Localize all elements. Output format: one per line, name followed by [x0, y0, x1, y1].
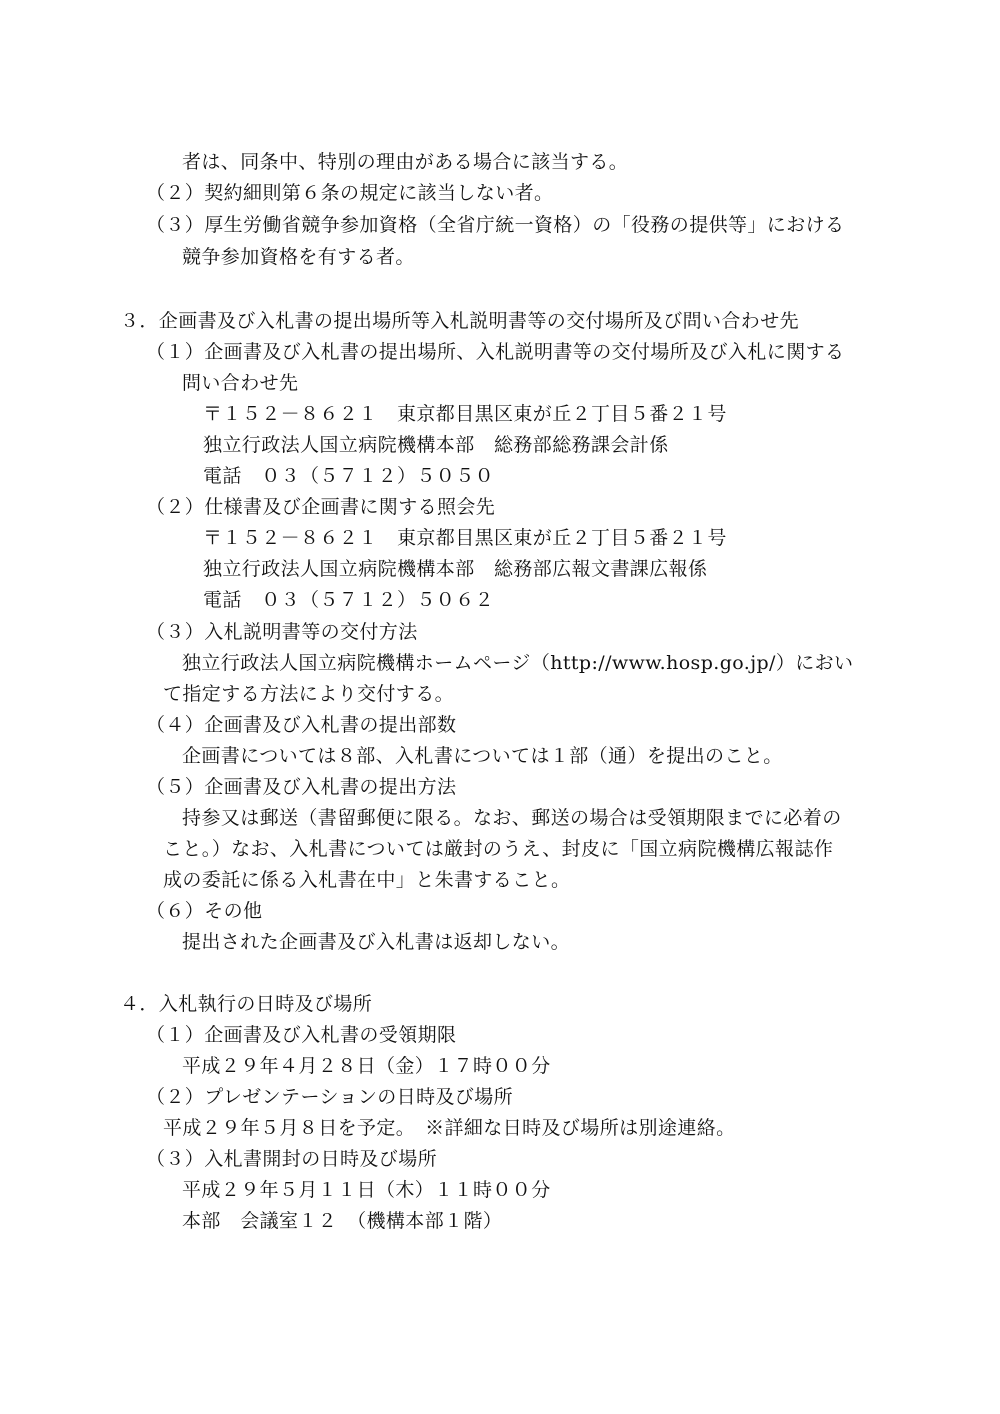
text-line: （４）企画書及び入札書の提出部数 — [146, 714, 457, 736]
text-line: （１）企画書及び入札書の提出場所、入札説明書等の交付場所及び入札に関する — [146, 341, 845, 363]
text-line: 〒１５２－８６２１ 東京都目黒区東が丘２丁目５番２１号 — [203, 527, 727, 549]
text-line: 独立行政法人国立病院機構本部 総務部広報文書課広報係 — [203, 558, 708, 580]
text-line: 成の委託に係る入札書在中」と朱書すること。 — [163, 869, 571, 891]
text-line: 平成２９年５月８日を予定。 ※詳細な日時及び場所は別途連絡。 — [163, 1117, 736, 1139]
text-line: 〒１５２－８６２１ 東京都目黒区東が丘２丁目５番２１号 — [203, 403, 727, 425]
text-line: 問い合わせ先 — [182, 372, 299, 394]
text-line: 本部 会議室１２ （機構本部１階） — [182, 1210, 503, 1232]
text-line: 独立行政法人国立病院機構ホームページ（http://www.hosp.go.jp/）におい — [182, 652, 854, 674]
text-line: 平成２９年５月１１日（木）１１時００分 — [182, 1179, 551, 1201]
text-line: て指定する方法により交付する。 — [163, 683, 455, 705]
text-line: （１）企画書及び入札書の受領期限 — [146, 1024, 457, 1046]
text-line: （３）厚生労働省競争参加資格（全省庁統一資格）の「役務の提供等」における — [146, 214, 845, 236]
text-line: 平成２９年４月２８日（金）１７時００分 — [182, 1055, 551, 1077]
text-line: 者は、同条中、特別の理由がある場合に該当する。 — [182, 151, 629, 173]
section-heading: ３．企画書及び入札書の提出場所等入札説明書等の交付場所及び問い合わせ先 — [120, 310, 800, 332]
text-line: 電話 ０３（５７１２）５０６２ — [203, 589, 495, 611]
section-heading: ４．入札執行の日時及び場所 — [120, 993, 373, 1015]
text-line: （３）入札書開封の日時及び場所 — [146, 1148, 438, 1170]
text-line: （２）契約細則第６条の規定に該当しない者。 — [146, 182, 554, 204]
text-line: （２）仕様書及び企画書に関する照会先 — [146, 496, 496, 518]
text-line: 持参又は郵送（書留郵便に限る。なお、郵送の場合は受領期限までに必着の — [182, 807, 842, 829]
text-line: 電話 ０３（５７１２）５０５０ — [203, 465, 495, 487]
text-line: （２）プレゼンテーションの日時及び場所 — [146, 1086, 514, 1108]
text-line: （６）その他 — [146, 900, 263, 922]
text-line: 提出された企画書及び入札書は返却しない。 — [182, 931, 571, 953]
text-line: 競争参加資格を有する者。 — [182, 246, 415, 268]
text-line: （３）入札説明書等の交付方法 — [146, 621, 418, 643]
text-line: 企画書については８部、入札書については１部（通）を提出のこと。 — [182, 745, 783, 767]
text-line: こと。）なお、入札書については厳封のうえ、封皮に「国立病院機構広報誌作 — [163, 838, 834, 860]
text-line: （５）企画書及び入札書の提出方法 — [146, 776, 457, 798]
text-line: 独立行政法人国立病院機構本部 総務部総務課会計係 — [203, 434, 669, 456]
